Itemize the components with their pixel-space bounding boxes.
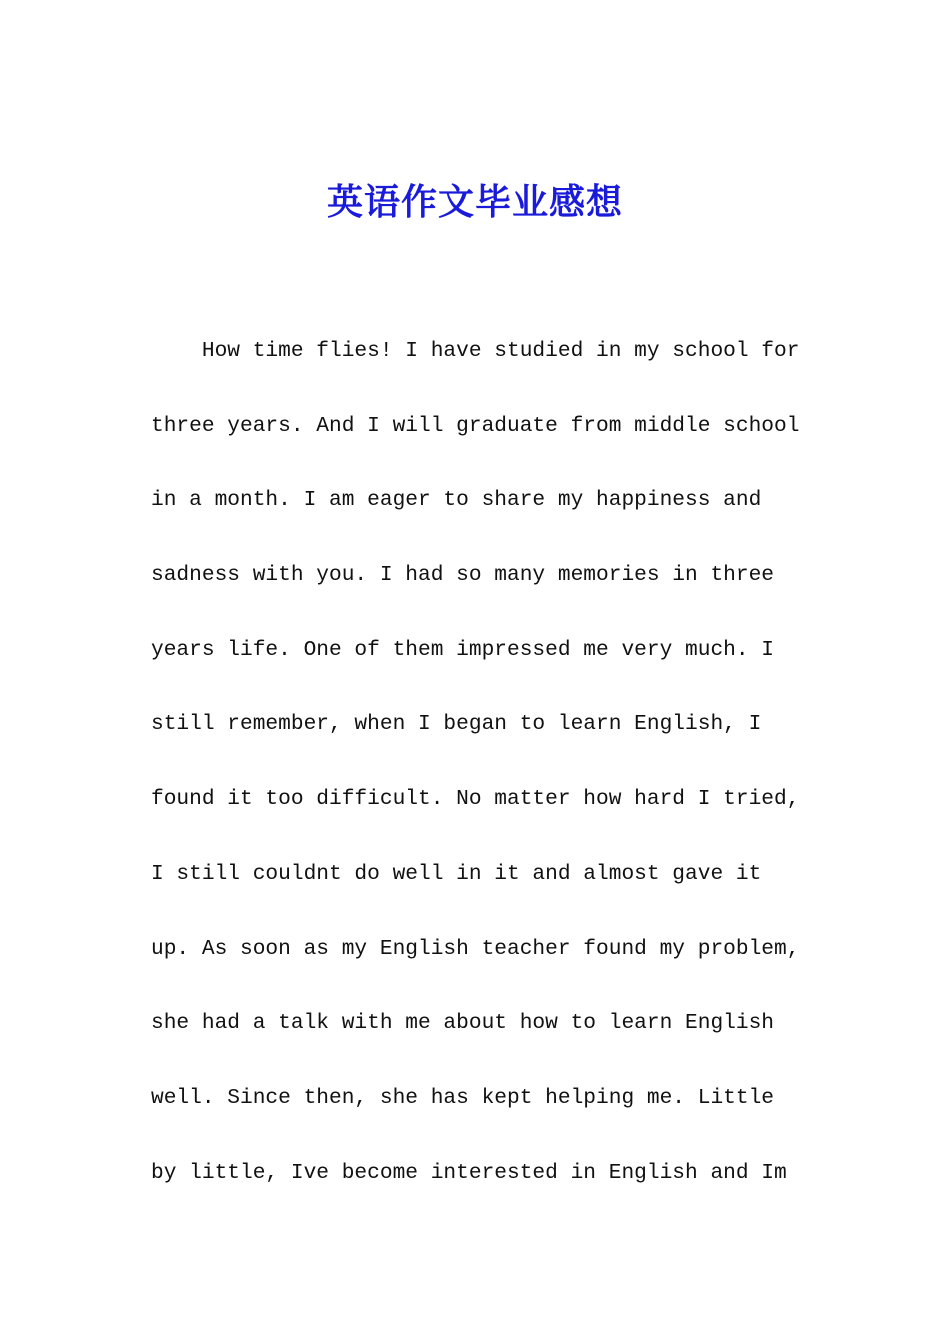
essay-line: up. As soon as my English teacher found my problem, <box>151 936 800 961</box>
essay-line: in a month. I am eager to share my happiness and <box>151 488 762 513</box>
essay-line: three years. And I will graduate from middle school <box>151 413 800 438</box>
essay-line: found it too difficult. No matter how hard I tried, <box>151 787 800 812</box>
document-title: 英语作文毕业感想 <box>326 181 623 223</box>
essay-line: well. Since then, she has kept helping me. Little <box>151 1085 775 1110</box>
essay-line: I still couldnt do well in it and almost gave it <box>151 861 762 886</box>
essay-body <box>151 330 831 1226</box>
essay-line: she had a talk with me about how to learn English <box>151 1011 775 1036</box>
essay-line: by little, Ive become interested in English and Im <box>151 1160 787 1185</box>
essay-line: years life. One of them impressed me very much. I <box>151 637 775 662</box>
essay-line: How time flies! I have studied in my school for <box>151 339 800 363</box>
essay-line: sadness with you. I had so many memories in three <box>151 563 775 588</box>
essay-line: still remember, when I began to learn English, I <box>151 712 762 737</box>
